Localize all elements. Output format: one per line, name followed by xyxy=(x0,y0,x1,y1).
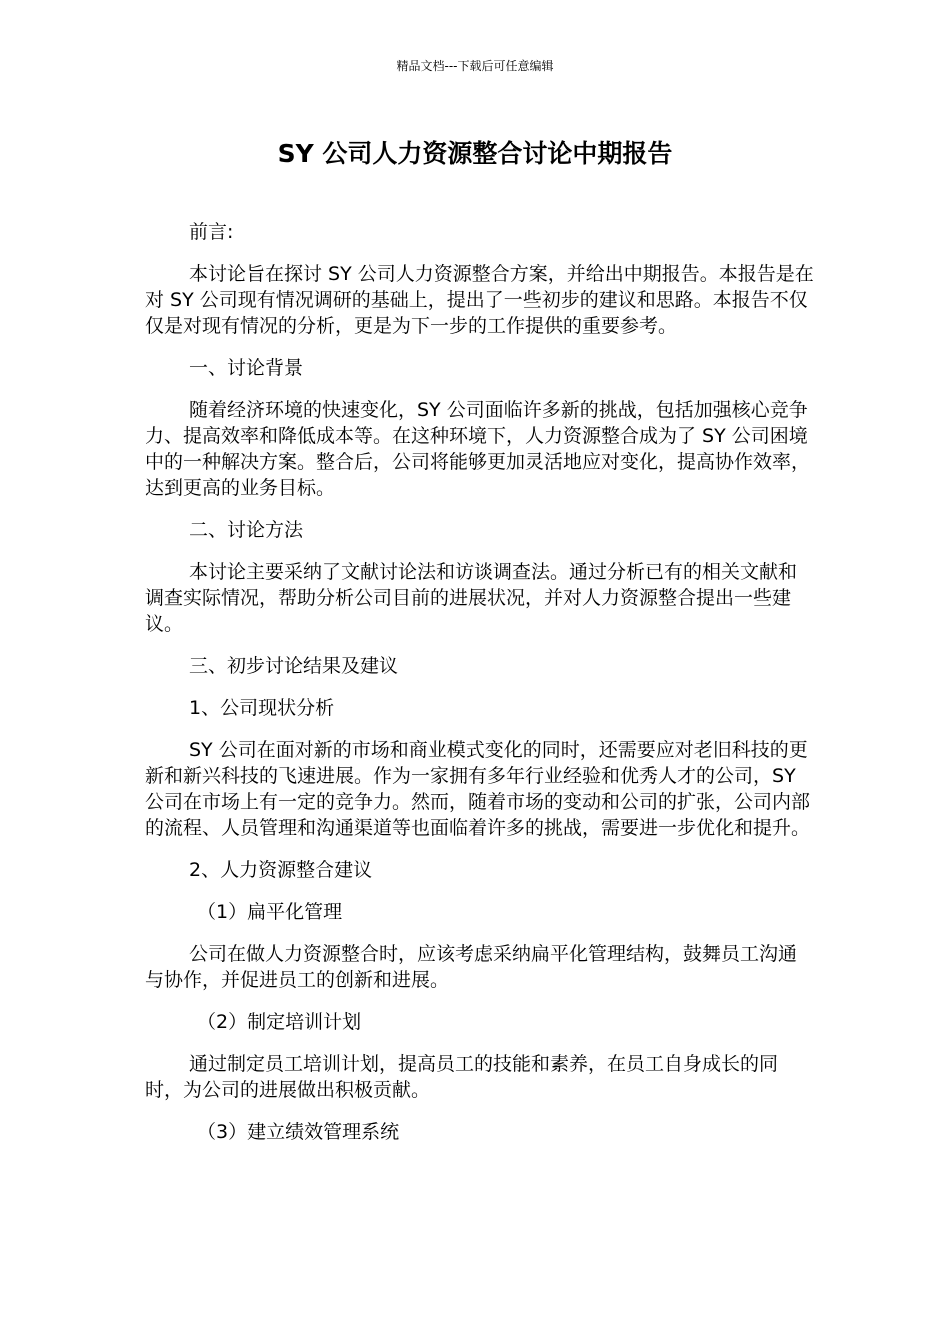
preface-paragraph: 本讨论旨在探讨 SY 公司人力资源整合方案，并给出中期报告。本报告是在对 SY 公司现有情况调研的基础上，提出了一些初步的建议和思路。本报告不仅仅是对现有情况的分析，更是为下一步的工作提供的重要参考。 xyxy=(145,263,814,337)
item-flat-management: （1）扁平化管理 xyxy=(197,901,343,923)
preface-label: 前言: xyxy=(189,221,234,243)
document-body xyxy=(145,219,815,1161)
method-paragraph: 本讨论主要采纳了文献讨论法和访谈调查法。通过分析已有的相关文献和调查实际情况，帮助分析公司目前的进展状况，并对人力资源整合提出一些建议。 xyxy=(145,561,798,635)
page-header: 精品文档---下载后可任意编辑 xyxy=(396,59,554,73)
section-heading-method: 二、讨论方法 xyxy=(189,519,304,541)
subheading-integration-suggestions: 2、人力资源整合建议 xyxy=(189,859,373,881)
training-plan-paragraph: 通过制定员工培训计划，提高员工的技能和素养，在员工自身成长的同时，为公司的进展做出积极贡献。 xyxy=(145,1053,779,1101)
status-analysis-paragraph: SY 公司在面对新的市场和商业模式变化的同时，还需要应对老旧科技的更新和新兴科技的飞速进展。作为一家拥有多年行业经验和优秀人才的公司，SY 公司在市场上有一定的竞争力。然而，随着市场的变动和公司的扩张，公司内部的流程、人员管理和沟通渠道等也面临着许多的挑战，需要进一步优化和提升。 xyxy=(145,739,811,839)
item-training-plan: （2）制定培训计划 xyxy=(197,1011,362,1033)
background-paragraph: 随着经济环境的快速变化，SY 公司面临许多新的挑战，包括加强核心竞争力、提高效率和降低成本等。在这种环境下，人力资源整合成为了 SY 公司困境中的一种解决方案。整合后，公司将能够更加灵活地应对变化，提高协作效率，达到更高的业务目标。 xyxy=(145,399,811,499)
subheading-status-analysis: 1、公司现状分析 xyxy=(189,697,335,719)
section-heading-background: 一、讨论背景 xyxy=(189,357,304,379)
section-heading-results: 三、初步讨论结果及建议 xyxy=(189,655,399,677)
document-title: SY 公司人力资源整合讨论中期报告 xyxy=(277,139,673,168)
item-performance-system: （3）建立绩效管理系统 xyxy=(197,1121,400,1143)
flat-management-paragraph: 公司在做人力资源整合时，应该考虑采纳扁平化管理结构，鼓舞员工沟通与协作，并促进员工的创新和进展。 xyxy=(145,943,798,991)
